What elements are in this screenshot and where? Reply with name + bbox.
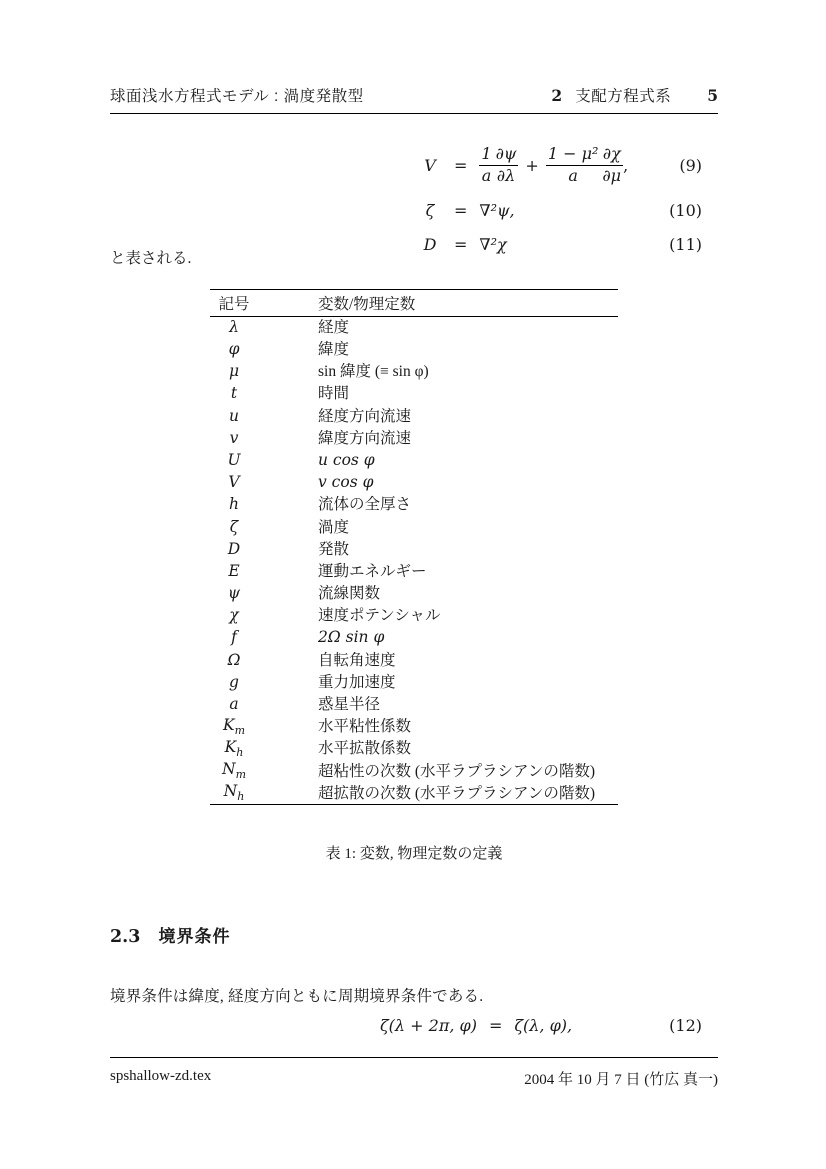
table-row [210, 716, 618, 738]
equation-12-block [110, 1012, 718, 1039]
eq9-frac2-den: ∂λ [494, 165, 519, 185]
page-header [110, 84, 718, 114]
table-row [210, 583, 618, 605]
page-footer [110, 1057, 718, 1089]
definition-cell: 水平拡散係数 [318, 740, 412, 758]
table-row [210, 760, 618, 782]
definition-cell: 緯度 [318, 341, 350, 359]
symbol-cell: u [229, 406, 239, 425]
eq9-frac3-den: a [546, 165, 601, 185]
eq11-relation: = [454, 235, 468, 254]
eq12-rhs: ζ(λ, φ), [514, 1016, 573, 1035]
symbol-cell: ζ [229, 517, 239, 536]
table-header-row [210, 290, 618, 317]
eq9-frac4-den: ∂μ [602, 165, 622, 185]
symbol-cell: g [229, 672, 239, 691]
eq9-frac1-num: 1 [481, 144, 492, 164]
eq12-number: (12) [669, 1016, 702, 1035]
symbol-cell: h [229, 495, 239, 514]
definition-cell: 渦度 [318, 518, 350, 536]
eq9-frac1-den: a [479, 165, 493, 185]
footer-date-author: 2004 年 10 月 7 日 (竹広 真一) [524, 1072, 718, 1088]
table-row [210, 538, 618, 560]
eq9-frac4-num: ∂χ [602, 144, 621, 164]
definition-cell: 2Ω sin φ [318, 628, 385, 647]
symbol-cell: $K_m$ [222, 715, 246, 738]
table-row [210, 427, 618, 449]
definition-cell: 惑星半径 [318, 696, 381, 714]
table-row [210, 472, 618, 494]
symbol-cell: v [229, 428, 239, 447]
column-header-definition: 変数/物理定数 [318, 290, 618, 317]
eq9-relation: = [454, 155, 468, 175]
eq9-frac3-num: 1 − μ² [547, 144, 599, 164]
table-row [210, 561, 618, 583]
definition-cell: 自転角速度 [318, 651, 396, 669]
table-row [210, 738, 618, 760]
footer-filename: spshallow-zd.tex [110, 1068, 212, 1084]
symbol-cell: E [228, 561, 240, 580]
symbol-cell: ψ [227, 584, 241, 603]
symbol-table-head [210, 290, 618, 317]
symbol-cell: φ [228, 340, 240, 359]
definition-cell: 流体の全厚さ [318, 496, 412, 514]
definition-cell: sin 緯度 (≡ sin φ) [318, 363, 429, 381]
definition-cell: 運動エネルギー [318, 562, 427, 580]
table-row [210, 450, 618, 472]
definition-cell: 重力加速度 [318, 673, 396, 691]
equation-12 [110, 1012, 718, 1039]
table-row [210, 339, 618, 361]
table-row [210, 694, 618, 716]
eq10-rhs: ∇²ψ, [479, 201, 515, 220]
eq10-number: (10) [669, 201, 702, 220]
symbol-cell: U [227, 450, 241, 469]
eq11-rhs: ∇²χ [479, 235, 507, 254]
symbol-table-rows [210, 317, 618, 805]
symbol-table [210, 289, 618, 805]
symbol-cell: $N_h$ [223, 782, 245, 804]
symbol-cell: μ [228, 362, 240, 381]
eq10-relation: = [454, 201, 468, 220]
after-equation-text: と表される. [110, 250, 192, 267]
symbol-table-container [110, 289, 718, 805]
table-row [210, 383, 618, 405]
section-heading-number: 2.3 [110, 927, 141, 947]
equation-9 [110, 140, 718, 190]
header-section-number: 2 [551, 86, 563, 105]
eq9-frac2-num: ∂ψ [495, 144, 517, 164]
table-caption: 表 1: 変数, 物理定数の定義 [325, 846, 503, 862]
definition-cell: 超拡散の次数 (水平ラプラシアンの階数) [318, 784, 596, 802]
eq12-relation: = [488, 1016, 503, 1035]
section-heading [110, 922, 718, 947]
table-row [210, 494, 618, 516]
definition-cell: 経度方向流速 [318, 407, 412, 425]
header-document-title: 球面浅水方程式モデル : 渦度発散型 [110, 88, 364, 105]
definition-cell: 超粘性の次数 (水平ラプラシアンの階数) [318, 762, 596, 780]
symbol-cell: D [227, 539, 241, 558]
table-row [210, 405, 618, 427]
definition-cell: 経度 [318, 319, 350, 337]
eq9-fraction-4 [600, 145, 623, 185]
definition-cell: u cos φ [318, 450, 375, 469]
definition-cell: 時間 [318, 385, 350, 403]
table-row [210, 516, 618, 538]
table-row [210, 672, 618, 694]
eq9-plus-operator: + [525, 155, 539, 175]
table-row [210, 627, 618, 649]
section-heading-title: 境界条件 [158, 927, 231, 946]
symbol-cell: $N_m$ [222, 760, 246, 782]
page-number: 5 [707, 86, 718, 105]
definition-cell: 発散 [318, 540, 350, 558]
eq9-lhs: V [424, 155, 436, 175]
table-row [210, 649, 618, 671]
symbol-cell: Ω [227, 650, 241, 669]
header-section-group [551, 84, 718, 106]
eq11-number: (11) [669, 235, 702, 254]
eq12-lhs: ζ(λ + 2π, φ) [380, 1016, 477, 1035]
eq9-trailing-comma: , [623, 155, 629, 175]
equation-10 [110, 197, 718, 224]
symbol-cell: a [229, 695, 239, 714]
eq9-number: (9) [679, 155, 702, 175]
header-section-name: 支配方程式系 [575, 88, 672, 105]
eq9-fraction-3 [546, 145, 601, 185]
definition-cell: v cos φ [318, 473, 374, 492]
table-row [210, 782, 618, 804]
table-row [210, 605, 618, 627]
definition-cell: 速度ポテンシャル [318, 607, 441, 625]
symbol-cell: $K_h$ [224, 738, 244, 760]
symbol-cell: V [228, 473, 240, 492]
table-row [210, 317, 618, 339]
symbol-cell: χ [229, 606, 239, 625]
definition-cell: 水平粘性係数 [318, 718, 412, 736]
definition-cell: 流線関数 [318, 585, 381, 603]
definition-cell: 緯度方向流速 [318, 429, 412, 447]
table-row [210, 361, 618, 383]
equation-block [110, 140, 718, 258]
boundary-paragraph: 境界条件は緯度, 経度方向ともに周期境界条件である. [110, 988, 484, 1005]
eq9-fraction-1 [479, 145, 493, 185]
symbol-cell: λ [229, 318, 239, 337]
eq9-fraction-2 [494, 145, 519, 185]
eq11-lhs: D [423, 235, 437, 254]
symbol-cell: f [231, 628, 237, 647]
column-header-symbol: 記号 [210, 290, 318, 317]
eq10-lhs: ζ [425, 201, 435, 220]
symbol-cell: t [230, 384, 238, 403]
